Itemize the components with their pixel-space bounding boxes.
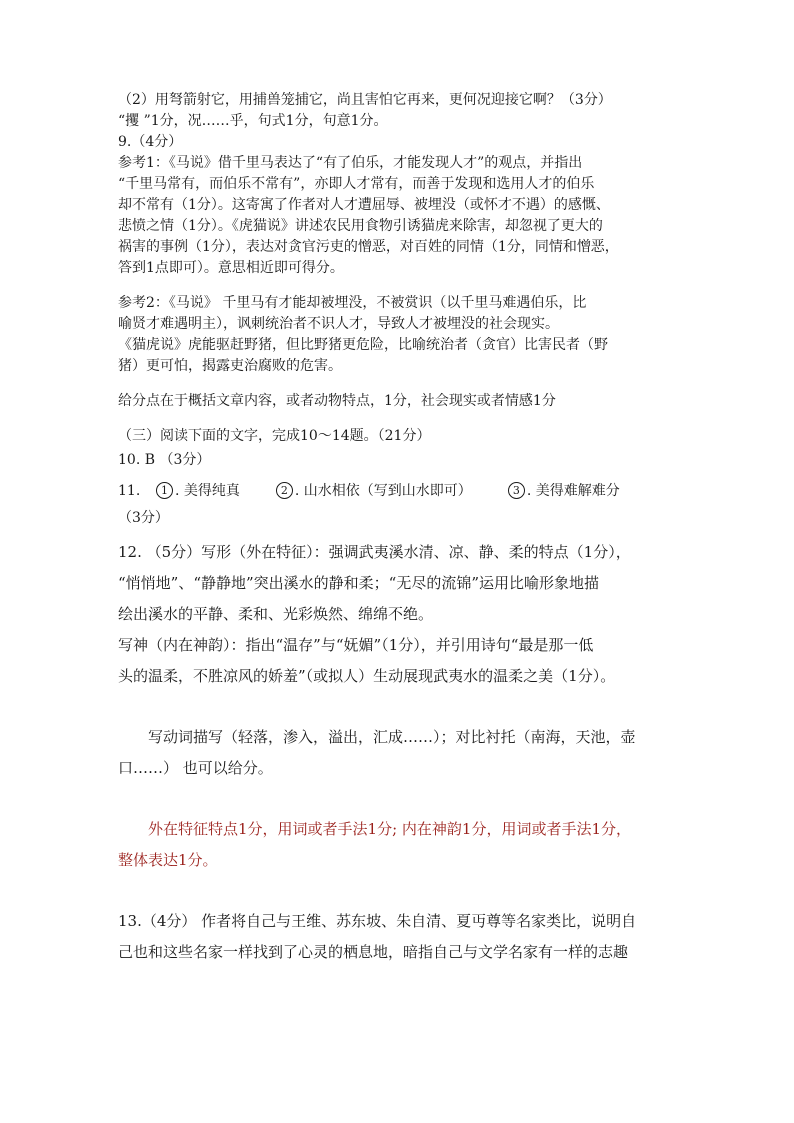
q12-scoring-line: 整体表达1分。	[118, 851, 218, 869]
section-3-heading: （三）阅读下面的文字，完成10～14题。（21分）	[118, 428, 431, 444]
circled-number-icon: 3	[508, 482, 525, 499]
q12-scoring-line: 外在特征特点1分，用词或者手法1分; 内在神韵1分，用词或者手法1分，	[148, 820, 631, 838]
q9-ref2-line: 参考2：《马说》 千里马有才能却被埋没，不被赏识（以千里马难遇伯乐，比	[118, 295, 587, 311]
q9-ref1-line: 答到1点即可）。意思相近即可得分。	[118, 260, 344, 276]
q9-ref2-line: 猪）更可怕，揭露吏治腐败的危害。	[118, 358, 342, 374]
q12-scoring-red	[118, 814, 683, 876]
q8-2-answer-line1: （2）用弩箭射它，用捕兽笼捕它，尚且害怕它再来，更何况迎接它啊？（3分）	[118, 92, 612, 108]
q9-ref1-line: “千里马常有，而伯乐不常有”，亦即人才常有，而善于发现和选用人才的伯乐	[118, 176, 595, 192]
q9-ref1-line: 却不常有（1分）。这寄寓了作者对人才遭屈辱、被埋没（或怀才不遇）的感慨、	[118, 197, 610, 213]
q13-line: 13.（4分） 作者将自己与王维、苏东坡、朱自清、夏丏尊等名家类比，说明自	[118, 912, 637, 930]
q11-item: 3 . 美得难解难分	[508, 481, 620, 502]
q12-line: 写神（内在神韵）：指出“温存”与“妩媚”（1分），并引用诗句“最是那一低	[118, 636, 594, 654]
circled-number-icon: 1	[156, 482, 173, 499]
q9-ref1-line: 祸害的事例（1分），表达对贪官污吏的憎恶，对百姓的同情（1分，同情和憎恶，	[118, 239, 619, 255]
q11-number: 11.	[118, 483, 141, 499]
q12-line: 绘出溪水的平静、柔和、光彩焕然、绵绵不绝。	[118, 605, 434, 623]
q11-item: 1 . 美得纯真	[156, 481, 240, 502]
q13-line: 己也和这些名家一样找到了心灵的栖息地，暗指自己与文学名家有一样的志趣	[118, 943, 629, 961]
answer-key-page	[118, 90, 683, 968]
q9-ref2-line: 《猫虎说》虎能驱赶野猪，但比野猪更危险，比喻统治者（贪官）比害民者（野	[118, 337, 608, 353]
q11-item: 2 . 山水相依（写到山水即可）	[276, 481, 472, 502]
q12-extra-line: 口……） 也可以给分。	[118, 759, 273, 777]
q9-heading: 9.（4分）	[118, 134, 183, 150]
q9-ref2-line: 喻贤才难遇明主），讽刺统治者不识人才，导致人才被埋没的社会现实。	[118, 316, 559, 332]
q9-reference-2	[118, 293, 683, 377]
q12-extra-note	[118, 722, 683, 784]
q11-score: （3分）	[118, 510, 169, 526]
q9-scoring-note: 给分点在于概括文章内容，或者动物特点，1分，社会现实或者情感1分	[118, 393, 556, 409]
q8-2-scoring-line: “攫 ”1分，况……乎，句式1分，句意1分。	[118, 113, 388, 129]
q9-ref1-line: 参考1：《马说》借千里马表达了“有了伯乐，才能发现人才”的观点，并指出	[118, 155, 583, 171]
q12-line: 12. （5分）写形（外在特征）：强调武夷溪水清、凉、静、柔的特点（1分），	[118, 543, 631, 561]
q12-extra-line: 写动词描写（轻落，渗入，溢出，汇成……）；对比衬托（南海，天池，壶	[148, 728, 636, 746]
q9-reference-1	[118, 153, 683, 279]
q10-answer: 10. B （3分）	[118, 452, 211, 468]
q12-answer	[118, 537, 683, 692]
q11-answer	[118, 481, 683, 502]
q9-ref1-line: 悲愤之情（1分）。《虎猫说》讲述农民用食物引诱猫虎来除害，却忽视了更大的	[118, 218, 603, 234]
q12-line: 头的温柔，不胜凉风的娇羞”（或拟人）生动展现武夷水的温柔之美（1分）。	[118, 667, 616, 685]
q12-line: “悄悄地”、“静静地”突出溪水的静和柔；“无尽的流锦”运用比喻形象地描	[118, 574, 600, 592]
q13-answer	[118, 906, 683, 968]
circled-number-icon: 2	[276, 482, 293, 499]
